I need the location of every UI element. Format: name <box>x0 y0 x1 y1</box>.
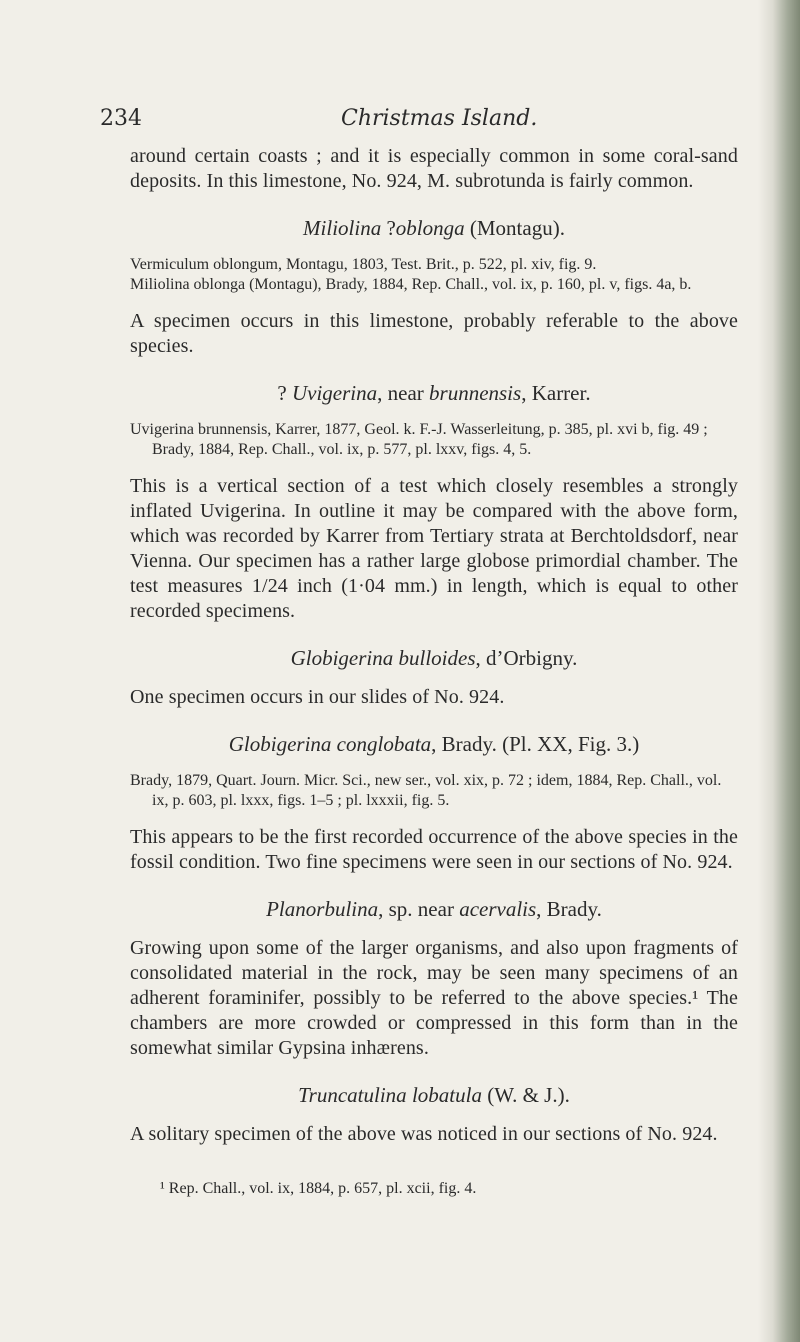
synonymy-entry: Vermiculum oblongum, Montagu, 1803, Test. Brit., p. 522, pl. xiv, fig. 9. <box>130 256 597 273</box>
synonymy-list <box>130 255 738 295</box>
species-description: Growing upon some of the larger organisms, and also upon fragments of consolidated material in the rock, may be seen many specimens of an adherent foraminifer, possibly to be referred to the above species.¹ The chambers are more crowded or compressed in this form than in the somewhat similar Gypsina inhærens. <box>130 937 738 1059</box>
heading-genus: Globigerina <box>228 732 332 756</box>
synonymy-entry: Brady, 1879, Quart. Journ. Micr. Sci., new ser., vol. xix, p. 72 ; idem, 1884, Rep. Chall., vol. ix, p. 603, pl. lxxx, figs. 1–5 ; pl. lxxxii, fig. 5. <box>130 772 722 809</box>
running-title: Christmas Island. <box>341 106 538 131</box>
intro-paragraph: around certain coasts ; and it is especially common in some coral-sand deposits. In this limestone, No. 924, M. subrotunda is fairly common. <box>130 145 738 192</box>
heading-species: acervalis <box>459 897 537 921</box>
page-edge-shadow <box>758 0 800 1342</box>
synonymy-entry: Uvigerina brunnensis, Karrer, 1877, Geol. k. F.-J. Wasserleitung, p. 385, pl. xvi b, fig. 49 ; Brady, 1884, Rep. Chall., vol. ix, p. 577, pl. lxxv, figs. 4, 5. <box>130 421 708 458</box>
species-description: One specimen occurs in our slides of No. 924. <box>130 686 505 708</box>
species-heading-miliolina <box>130 216 738 241</box>
heading-species: brunnensis <box>429 381 522 405</box>
heading-author: , Karrer. <box>521 381 591 405</box>
heading-species: conglobata <box>336 732 432 756</box>
heading-query: ? <box>277 381 287 405</box>
heading-qualifier: , sp. near <box>378 897 454 921</box>
species-description: A solitary specimen of the above was noticed in our sections of No. 924. <box>130 1123 718 1145</box>
heading-qualifier: , near <box>377 381 424 405</box>
species-heading-uvigerina <box>130 381 738 406</box>
heading-author: , d’Orbigny. <box>475 646 578 670</box>
heading-species: oblonga <box>395 216 465 240</box>
synonymy-list <box>130 771 738 811</box>
species-description: A specimen occurs in this limestone, probably referable to the above species. <box>130 310 738 357</box>
synonymy-list <box>130 420 738 460</box>
species-heading-globigerina-conglobata <box>130 732 738 757</box>
heading-author: (W. & J.). <box>487 1083 570 1107</box>
heading-genus: Planorbulina <box>266 897 379 921</box>
species-heading-globigerina-bulloides <box>130 646 738 671</box>
page-number: 234 <box>100 106 142 131</box>
species-description: This appears to be the first recorded occurrence of the above species in the fossil condition. Two fine specimens were seen in our sections of No. 924. <box>130 826 738 873</box>
heading-species: lobatula <box>411 1083 482 1107</box>
heading-author: , Brady. <box>536 897 602 921</box>
heading-author: (Montagu). <box>469 216 565 240</box>
heading-genus: Truncatulina <box>298 1083 407 1107</box>
species-heading-truncatulina <box>130 1083 738 1108</box>
species-heading-planorbulina <box>130 897 738 922</box>
page-content <box>130 144 738 1147</box>
heading-query: ? <box>386 216 396 240</box>
heading-species: bulloides <box>398 646 476 670</box>
heading-genus: Globigerina <box>290 646 394 670</box>
species-description: This is a vertical section of a test which closely resembles a strongly inflated Uvigerina. In outline it may be compared with the above form, which was recorded by Karrer from Tertiary strata at Berchtoldsdorf, near Vienna. Our specimen has a rather large globose primordial chamber. The test measures 1/24 inch (1·04 mm.) in length, which is equal to other recorded specimens. <box>130 475 738 622</box>
footnote: ¹ Rep. Chall., vol. ix, 1884, p. 657, pl. xcii, fig. 4. <box>160 1180 477 1197</box>
synonymy-entry: Miliolina oblonga (Montagu), Brady, 1884, Rep. Chall., vol. ix, p. 160, pl. v, figs. 4a, b. <box>130 276 692 293</box>
heading-author: , Brady. (Pl. XX, Fig. 3.) <box>431 732 640 756</box>
heading-genus: Uvigerina <box>291 381 378 405</box>
heading-genus: Miliolina <box>303 216 382 240</box>
